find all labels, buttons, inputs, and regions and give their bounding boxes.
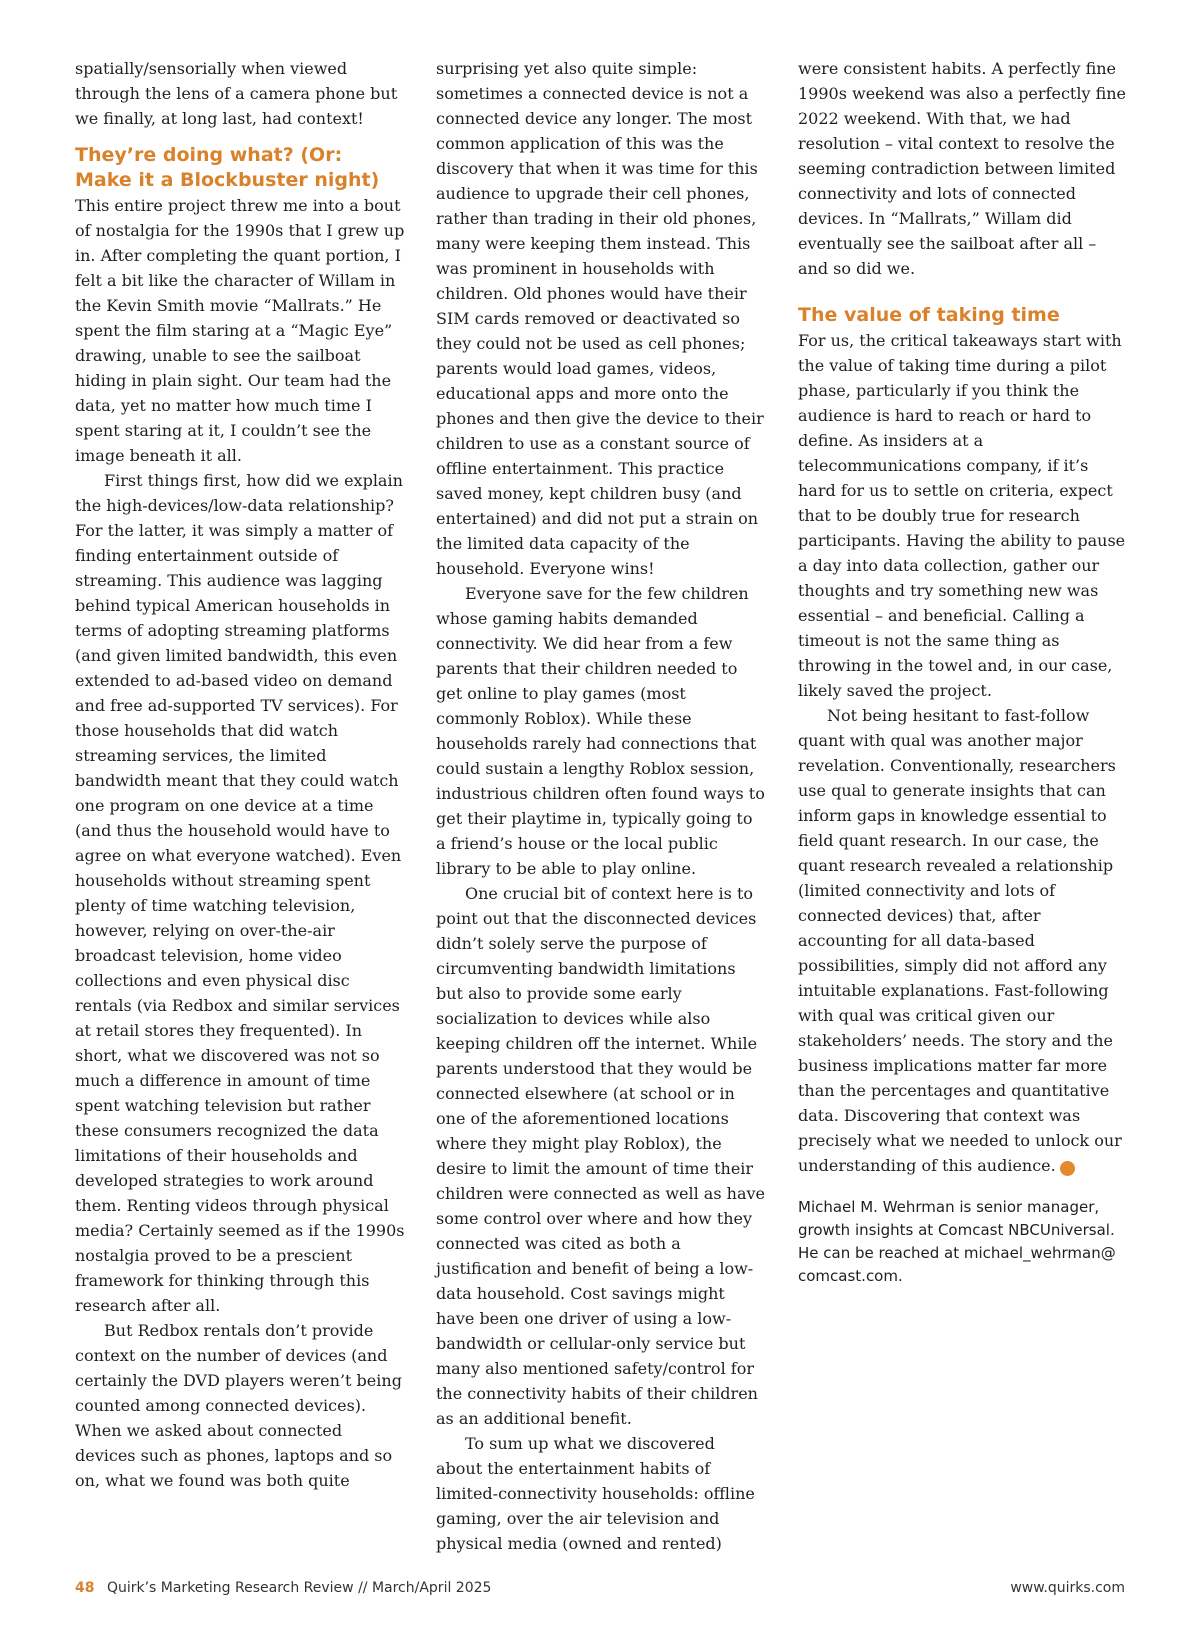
publication-title: Quirk’s Marketing Research Review // March/April 2025 — [106, 1580, 492, 1596]
paragraph: This entire project threw me into a bout of nostalgia for the 1990s that I grew up in. After completing the quant portion, I felt a bit like the character of Willam in the Kevin Smith movie “Mallrats.” He spent the film staring at a “Magic Eye” drawing, unable to see the sailboat hiding in plain sight. Our team had the data, yet no matter how much time I spent staring at it, I couldn’t see the image beneath it all. — [75, 196, 405, 465]
paragraph: But Redbox rentals don’t provide context on the number of devices (and certainly the DVD players weren’t being counted among connected devices). When we asked about connected devices such as phones, laptops and so on, what we found was both quite — [75, 1321, 402, 1490]
section-heading: The value of taking time — [798, 304, 1060, 326]
quirks-end-mark-icon: Q — [1060, 1161, 1075, 1176]
paragraph — [798, 328, 1128, 703]
paragraph-text: For us, the critical takeaways start with the value of taking time during a pilot phase, particularly if you think the audience is hard to reach or hard to define. As insiders at a telecommunications company, if it’s hard for us to settle on criteria, expect that to be doubly true for research participants. Having the ability to pause a day into data collection, gather our thoughts and try something new was essential – and beneficial. Calling a timeout is not the same thing as throwing in the towel and, in our case, likely saved the project. — [798, 331, 1126, 700]
article-column-1 — [75, 56, 405, 1493]
page-number: 48 — [75, 1580, 95, 1596]
paragraph: were consistent habits. A perfectly fine 1990s weekend was also a perfectly fine 2022 weekend. With that, we had resolution – vital context to resolve the seeming contradiction between limited connectivity and lots of connected devices. In “Mallrats,” Willam did eventually see the sailboat after all – and so did we. — [798, 59, 1127, 278]
paragraph: spatially/sensorially when viewed through the lens of a camera phone but we finally, at long last, had context! — [75, 59, 398, 128]
website-link[interactable]: www.quirks.com — [1010, 1580, 1125, 1596]
author-bio: Michael M. Wehrman is senior manager, growth insights at Comcast NBCUniversal. He can be reached at michael_wehrman@ comcast.com. — [798, 1198, 1116, 1285]
article-column-3 — [798, 56, 1128, 1288]
paragraph: Everyone save for the few children whose gaming habits demanded connectivity. We did hear from a few parents that their children needed to get online to play games (most commonly Roblox). While these households rarely had connections that could sustain a lengthy Roblox session, industrious children often found ways to get their playtime in, typically going to a friend’s house or the local public library to be able to play online. — [436, 584, 765, 878]
paragraph — [798, 703, 1128, 1178]
section-heading: They’re doing what? (Or: Make it a Blockbuster night) — [75, 144, 380, 191]
paragraph: First things first, how did we explain the high-devices/low-data relationship? For the latter, it was simply a matter of finding entertainment outside of streaming. This audience was lagging behind typical American households in terms of adopting streaming platforms (and given limited bandwidth, this even extended to ad-based video on demand and free ad-supported TV services). For those households that did watch streaming services, the limited bandwidth meant that they could watch one program on one device at a time (and thus the household would have to agree on what everyone watched). Even households without streaming spent plenty of time watching television, however, relying on over-the-air broadcast television, home video collections and even physical disc rentals (via Redbox and similar services at retail stores they frequented). In short, what we discovered was not so much a difference in amount of time spent watching television but rather these consumers recognized the data limitations of their households and developed strategies to work around them. Renting videos through physical media? Certainly seemed as if the 1990s nostalgia proved to be a prescient framework for thinking through this research after all. — [75, 471, 405, 1315]
article-column-2 — [436, 56, 766, 1556]
paragraph: surprising yet also quite simple: sometimes a connected device is not a connected device any longer. The most common application of this was the discovery that when it was time for this audience to upgrade their cell phones, rather than trading in their old phones, many were keeping them instead. This was prominent in households with children. Old phones would have their SIM cards removed or deactivated so they could not be used as cell phones; parents would load games, videos, educational apps and more onto the phones and then give the device to their children to use as a constant source of offline entertainment. This practice saved money, kept children busy (and entertained) and did not put a strain on the limited data capacity of the household. Everyone wins! — [436, 59, 764, 578]
page-footer — [75, 1580, 1125, 1600]
paragraph: One crucial bit of context here is to point out that the disconnected devices didn’t solely serve the purpose of circumventing bandwidth limitations but also to provide some early socialization to devices while also keeping children off the internet. While parents understood that they would be connected elsewhere (at school or in one of the aforementioned locations where they might play Roblox), the desire to limit the amount of time their children were connected as well as have some control over where and how they connected was cited as both a justification and benefit of being a low-data household. Cost savings might have been one driver of using a low-bandwidth or cellular-only service but many also mentioned safety/control for the connectivity habits of their children as an additional benefit. — [436, 884, 765, 1428]
paragraph-text: Not being hesitant to fast-follow quant with qual was another major revelation. Conventionally, researchers use qual to generate insights that can inform gaps in knowledge essential to field quant research. In our case, the quant research revealed a relationship (limited connectivity and lots of connected devices) that, after accounting for all data-based possibilities, simply did not afford any intuitable explanations. Fast-following with qual was critical given our stakeholders’ needs. The story and the business implications matter far more than the percentages and quantitative data. Discovering that context was precisely what we needed to unlock our understanding of this audience. — [798, 706, 1122, 1175]
paragraph: To sum up what we discovered about the entertainment habits of limited-connectivity households: offline gaming, over the air television and physical media (owned and rented) — [436, 1434, 755, 1553]
